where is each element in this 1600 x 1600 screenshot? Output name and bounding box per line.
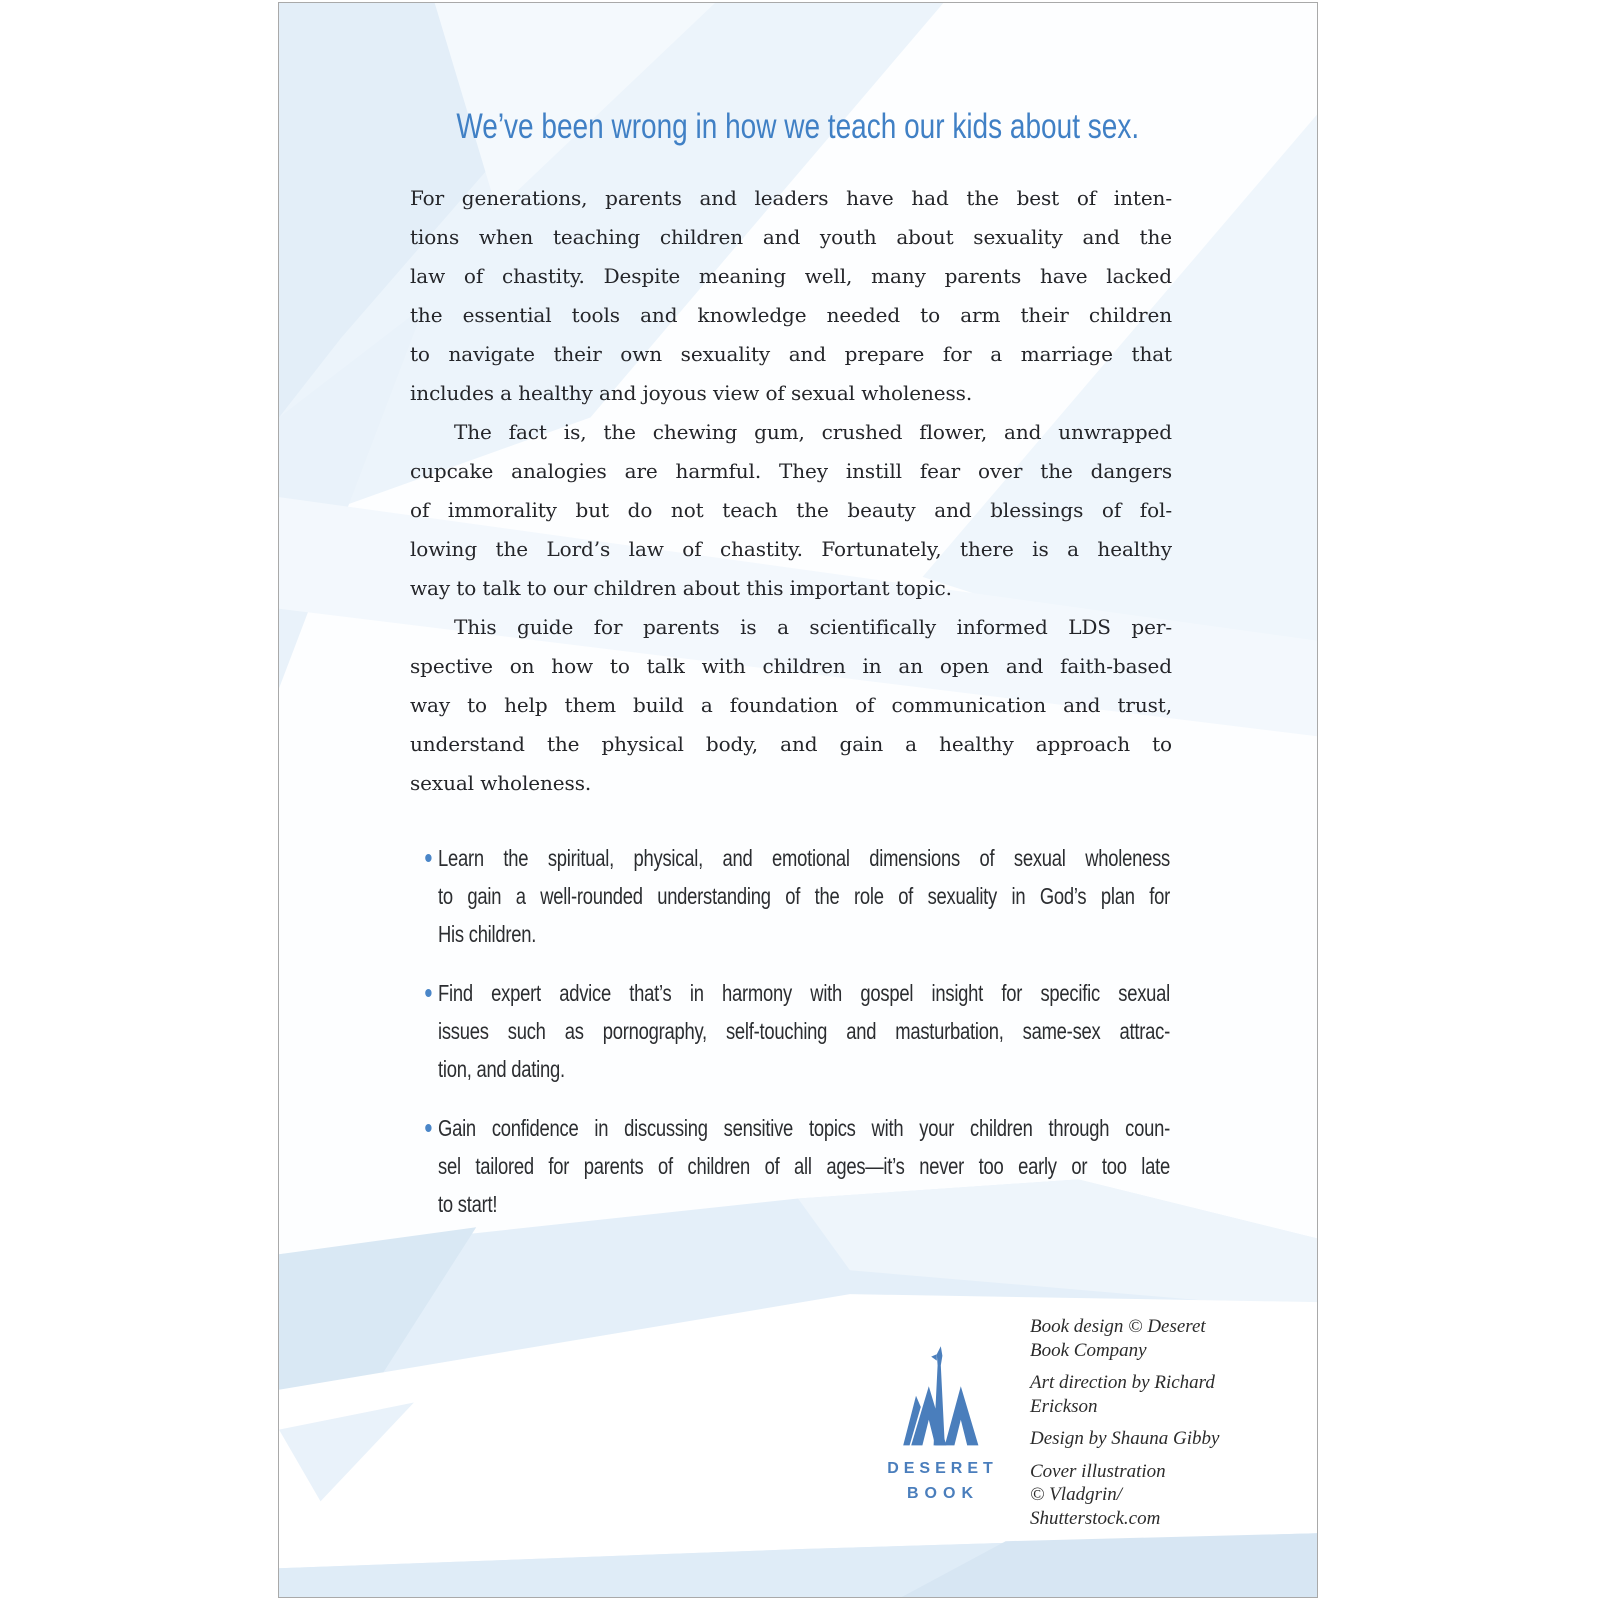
text-line: includes a healthy and joyous view of sexual wholeness.	[410, 381, 973, 405]
text-line: Book Company	[1030, 1339, 1147, 1361]
bullet-item	[425, 974, 1170, 1088]
publisher-logo-block	[854, 1343, 1026, 1503]
text-line: Book design © Deseret	[1030, 1316, 1206, 1337]
text-line: spective on how to talk with children in an open and faith-based	[410, 654, 1172, 678]
credit-entry	[1030, 1460, 1318, 1531]
text-line: Find expert advice that’s in harmony with gospel insight for specific sexual	[438, 980, 1170, 1006]
deseret-book-logo-icon	[897, 1343, 983, 1447]
text-line: law of chastity. Despite meaning well, many parents have lacked	[410, 264, 1172, 288]
text-line: Cover illustration	[1030, 1460, 1166, 1482]
text-line: Erickson	[1030, 1395, 1098, 1417]
bullet-list	[410, 839, 1170, 1244]
text-line: tions when teaching children and youth about sexuality and the	[410, 225, 1172, 249]
text-line: For generations, parents and leaders have had the best of inten-	[410, 186, 1172, 210]
cover-headline-text: We’ve been wrong in how we teach our kids about sex.	[456, 107, 1140, 146]
text-line: His children.	[438, 921, 537, 947]
publisher-name-line1: DESERET	[887, 1460, 998, 1477]
text-line: to gain a well-rounded understanding of the role of sexuality in God’s plan for	[438, 883, 1170, 909]
text-line: cupcake analogies are harmful. They instill fear over the dangers	[410, 459, 1172, 483]
text-line: Design by Shauna Gibby	[1030, 1428, 1220, 1449]
text-line: the essential tools and knowledge needed to arm their children	[410, 303, 1172, 327]
bullet-item	[425, 839, 1170, 953]
text-line: Learn the spiritual, physical, and emotional dimensions of sexual wholeness	[438, 845, 1170, 871]
text-line: way to help them build a foundation of communication and trust,	[410, 693, 1172, 717]
text-line: The fact is, the chewing gum, crushed flower, and unwrapped	[454, 420, 1172, 444]
bullet-dot-icon	[425, 854, 431, 862]
cover-headline	[279, 103, 1317, 151]
bullet-dot-icon	[425, 989, 431, 997]
text-line: Art direction by Richard	[1030, 1372, 1215, 1393]
text-line: tion, and dating.	[438, 1056, 565, 1082]
cover-page	[278, 2, 1318, 1598]
body-copy	[410, 179, 1172, 803]
text-line: lowing the Lord’s law of chastity. Fortunately, there is a healthy	[410, 537, 1172, 561]
paragraph	[410, 413, 1172, 608]
paragraph	[410, 608, 1172, 803]
paragraph	[410, 179, 1172, 413]
bullet-dot-icon	[425, 1124, 431, 1132]
text-line: © Vladgrin/	[1030, 1484, 1123, 1505]
text-line: of immorality but do not teach the beauty and blessings of fol-	[410, 498, 1172, 522]
text-line: way to talk to our children about this important topic.	[410, 576, 952, 600]
credit-entry	[1030, 1315, 1318, 1362]
text-line: This guide for parents is a scientifically informed LDS per-	[454, 615, 1172, 639]
text-line: sexual wholeness.	[410, 771, 592, 795]
text-line: to start!	[438, 1191, 498, 1217]
credits-block	[1030, 1315, 1318, 1539]
text-line: issues such as pornography, self-touching and masturbation, same-sex attrac-	[438, 1018, 1170, 1044]
bullet-item	[425, 1109, 1170, 1223]
text-line: sel tailored for parents of children of all ages—it’s never too early or too late	[438, 1153, 1170, 1179]
publisher-name-line2: BOOK	[907, 1485, 979, 1502]
credit-entry	[1030, 1371, 1318, 1418]
text-line: understand the physical body, and gain a healthy approach to	[410, 732, 1172, 756]
text-line: to navigate their own sexuality and prepare for a marriage that	[410, 342, 1172, 366]
credit-entry	[1030, 1427, 1318, 1451]
text-line: Gain confidence in discussing sensitive topics with your children through coun-	[438, 1115, 1170, 1141]
text-line: Shutterstock.com	[1030, 1507, 1161, 1529]
